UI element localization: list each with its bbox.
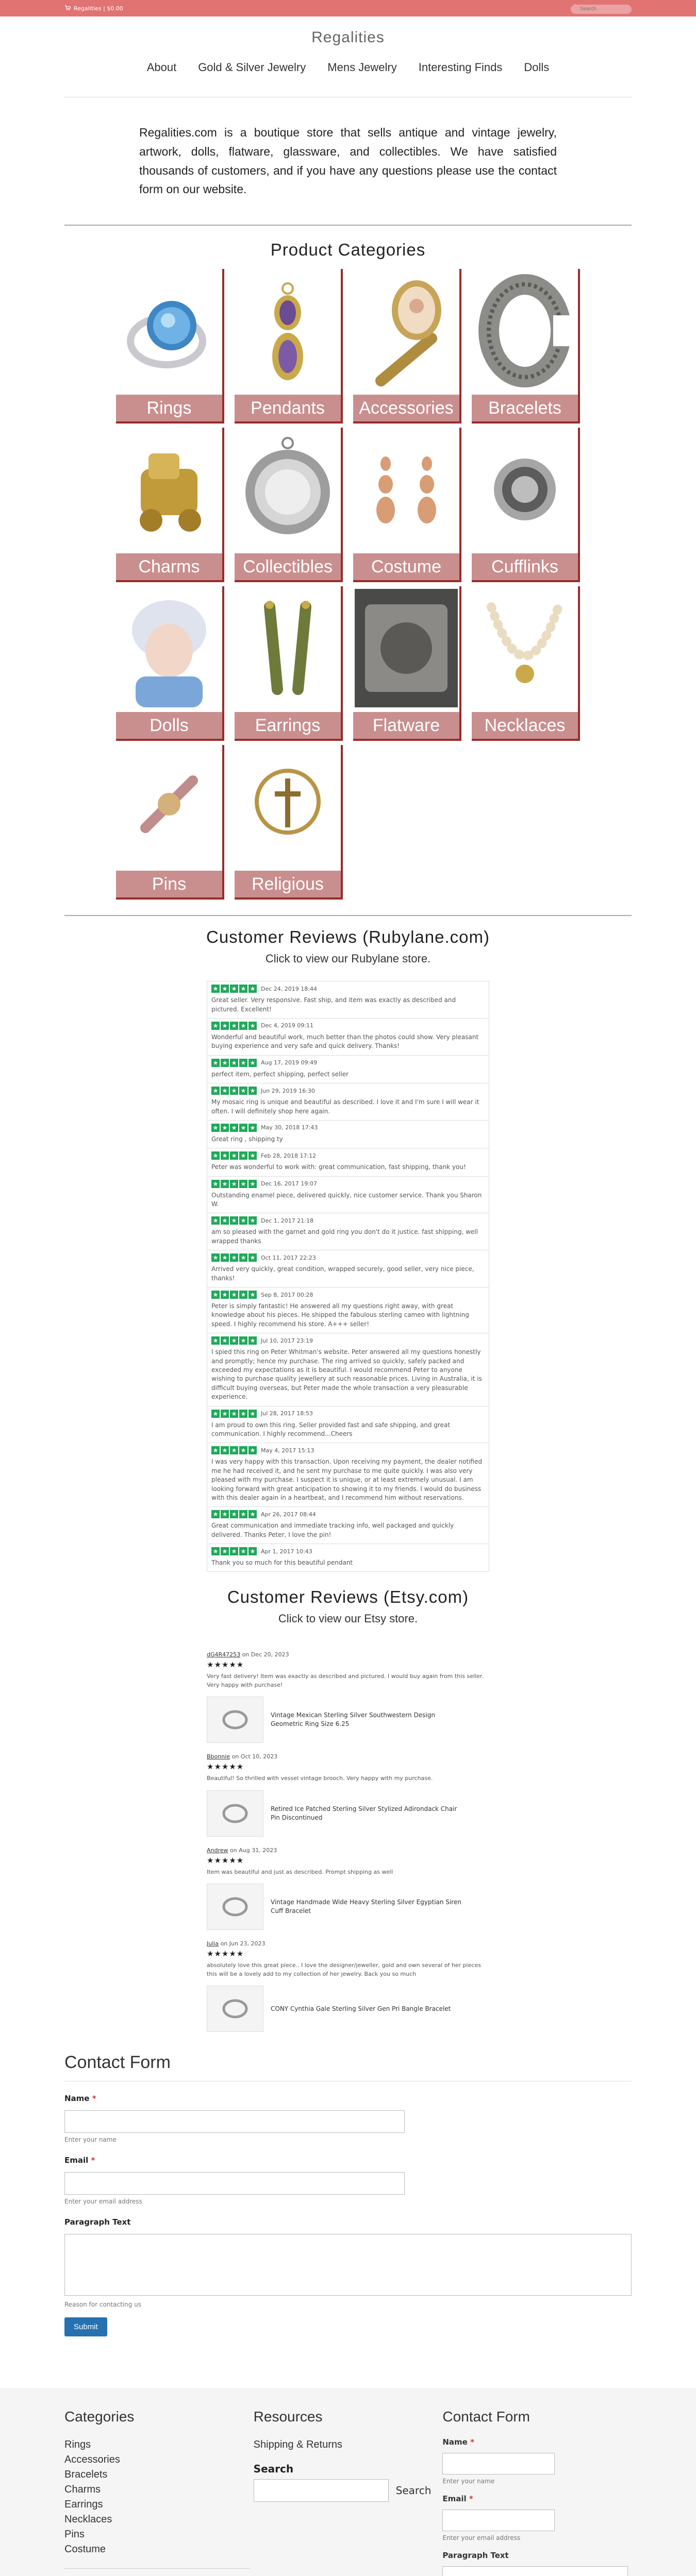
review-text: Item was beautiful and just as described. Prompt shipping as well (207, 1868, 393, 1875)
review-date: on Aug 31, 2023 (230, 1846, 277, 1854)
star-icon: ★ (248, 1410, 257, 1418)
cart-summary[interactable]: Regalities | $0.00 (74, 5, 123, 12)
star-icon: ★ (211, 1216, 220, 1225)
category-card-bracelets[interactable] (472, 269, 580, 423)
etsy-review-item (207, 1847, 489, 1930)
reviewer-line (207, 1940, 489, 1947)
review-text: Great communication and immediate tracking info, well packaged and quickly delivered. Thanks Peter, I love the pin! (211, 1522, 454, 1538)
footer-contact (442, 2409, 632, 2576)
product-thumbnail[interactable] (207, 1790, 263, 1837)
star-icon: ★ (221, 1087, 229, 1095)
star-icon: ★ (221, 1124, 229, 1132)
top-bar (0, 0, 696, 16)
category-card-dolls[interactable] (116, 586, 224, 741)
category-card-cufflinks[interactable] (472, 428, 580, 582)
review-text: am so pleased with the garnet and gold ring you don't do it justice. fast shipping, well wrapped thanks (211, 1228, 478, 1245)
footer-link[interactable]: Accessories (64, 2454, 120, 2466)
star-icon: ★ (230, 1510, 238, 1518)
star-icon: ★ (230, 1151, 238, 1160)
product-name[interactable]: CONY Cynthia Gale Sterling Silver Gen Pri Bangle Bracelet (271, 2005, 451, 2012)
star-icon: ★ (211, 1180, 220, 1188)
star-icon: ★ (211, 1022, 220, 1030)
review-date: May 30, 2018 17:43 (261, 1124, 318, 1131)
star-rating (211, 1410, 257, 1418)
star-icon: ★ (248, 1510, 257, 1518)
review-item (207, 1056, 489, 1083)
email-input[interactable] (64, 2172, 405, 2195)
footer-name-input[interactable] (442, 2453, 555, 2475)
footer-categories-heading: Categories (64, 2409, 135, 2425)
review-item (207, 1507, 489, 1544)
category-card-earrings[interactable] (235, 586, 343, 741)
review-text: Arrived very quickly, great condition, wrapped securely, good seller, very nice piece, thanks! (211, 1265, 474, 1282)
review-item (207, 1083, 489, 1121)
category-label: Necklaces (472, 712, 578, 739)
cart-icon[interactable] (64, 5, 71, 12)
star-rating: ★★★★★ (207, 1660, 244, 1670)
nav-gold-silver-jewelry[interactable]: Gold & Silver Jewelry (198, 61, 306, 74)
star-icon: ★ (221, 1547, 229, 1555)
star-icon: ★ (211, 1087, 220, 1095)
footer-link[interactable]: Necklaces (64, 2514, 112, 2526)
review-text: I am proud to own this ring. Seller provided fast and safe shipping, and great communication. I highly recommend...Cheers (211, 1421, 450, 1437)
review-item (207, 1443, 489, 1507)
star-icon: ★ (248, 1547, 257, 1555)
review-date: Sep 8, 2017 00:28 (261, 1291, 313, 1298)
review-text: Wonderful and beautiful work, much better than the photos could show. Very pleasant buying experience and very safe and quick delivery. Thanks! (211, 1033, 479, 1050)
reviewer-name[interactable]: Julia (207, 1940, 219, 1947)
review-date: Jul 28, 2017 18:53 (261, 1410, 313, 1417)
footer-search (254, 2479, 443, 2502)
star-rating: ★★★★★ (207, 1762, 244, 1772)
star-icon: ★ (230, 1336, 238, 1345)
review-text: perfect item, perfect shipping, perfect seller (211, 1070, 349, 1078)
review-date: Dec 24, 2019 18:44 (261, 985, 317, 992)
review-text: Very fast delivery! Item was exactly as described and pictured. I would buy again from this seller. Very happy with purchase! (207, 1673, 484, 1688)
star-icon: ★ (221, 1336, 229, 1345)
footer-email-field (442, 2494, 632, 2541)
etsy-review-item (207, 1651, 489, 1743)
review-date: Dec 1, 2017 21:18 (261, 1217, 313, 1224)
star-icon: ★ (239, 1510, 247, 1518)
footer-paragraph-input[interactable] (442, 2566, 628, 2576)
category-label: Collectibles (235, 553, 341, 580)
flatware-image (353, 586, 459, 710)
email-label: Email * (64, 2156, 95, 2165)
category-label: Costume (353, 553, 459, 580)
review-date: Apr 26, 2017 08:44 (261, 1511, 316, 1518)
footer-contact-heading: Contact Form (442, 2409, 530, 2425)
star-icon: ★ (211, 1446, 220, 1454)
star-icon: ★ (211, 1059, 220, 1067)
category-label: Rings (116, 395, 222, 421)
category-card-religious[interactable] (235, 745, 343, 900)
review-text: Peter was wonderful to work with: great communication, fast shipping, thank you! (211, 1163, 466, 1171)
category-card-flatware[interactable] (353, 586, 461, 741)
product-thumbnail[interactable] (207, 1884, 263, 1930)
category-label: Flatware (353, 712, 459, 739)
topbar-search-input[interactable] (571, 5, 632, 14)
star-icon: ★ (221, 1059, 229, 1067)
footer-paragraph-label: Paragraph Text (442, 2551, 509, 2561)
intro-divider (64, 225, 632, 226)
ring-image (116, 269, 222, 393)
category-card-charms[interactable] (116, 428, 224, 582)
star-icon: ★ (239, 1547, 247, 1555)
paragraph-field (64, 2217, 632, 2308)
star-icon: ★ (248, 1124, 257, 1132)
product-name[interactable]: Retired Ice Patched Sterling Silver Stylized Adirondack Chair Pin Discontinued (271, 1805, 457, 1821)
star-icon: ★ (248, 1087, 257, 1095)
star-rating (211, 1547, 257, 1555)
footer-link[interactable]: Charms (64, 2484, 101, 2496)
star-icon: ★ (248, 1253, 257, 1262)
star-icon: ★ (230, 1180, 238, 1188)
star-icon: ★ (239, 1336, 247, 1345)
footer-search-label: Search (253, 2463, 294, 2476)
etsy-reviews (207, 1651, 489, 2032)
star-icon: ★ (211, 1253, 220, 1262)
review-text: Outstanding enamel piece, delivered quickly, nice customer service. Thank you Sharon W. (211, 1191, 482, 1208)
review-date: Dec 16, 2017 19:07 (261, 1180, 317, 1188)
star-rating (211, 1253, 257, 1262)
category-label: Religious (235, 871, 341, 897)
review-date: Apr 1, 2017 10:43 (261, 1548, 312, 1555)
star-rating (211, 1022, 257, 1030)
star-icon: ★ (239, 1059, 247, 1067)
star-icon: ★ (239, 1022, 247, 1030)
star-icon: ★ (230, 1547, 238, 1555)
category-label: Charms (116, 553, 222, 580)
star-icon: ★ (230, 1087, 238, 1095)
topbar-search (571, 3, 632, 14)
star-rating (211, 1180, 257, 1188)
star-icon: ★ (221, 985, 229, 993)
pin-image (116, 745, 222, 869)
submit-button[interactable]: Submit (64, 2317, 107, 2336)
star-icon: ★ (239, 1087, 247, 1095)
footer-link[interactable]: Pins (64, 2529, 85, 2540)
star-icon: ★ (248, 1336, 257, 1345)
review-date: on Jun 23, 2023 (220, 1940, 266, 1947)
product-thumbnail[interactable] (207, 1986, 263, 2032)
category-label: Bracelets (472, 395, 578, 421)
star-rating (211, 1510, 257, 1518)
reviewer-name[interactable]: Bbonnie (207, 1753, 230, 1760)
review-text: Great seller. Very responsive. Fast ship, and item was exactly as described and pictured. Excellent! (211, 996, 456, 1013)
category-label: Earrings (235, 712, 341, 739)
category-card-necklaces[interactable] (472, 586, 580, 741)
doll-image (116, 586, 222, 710)
name-help: Enter your name (64, 2136, 117, 2144)
star-icon: ★ (239, 1151, 247, 1160)
star-icon: ★ (221, 1180, 229, 1188)
review-date: on Oct 10, 2023 (231, 1753, 278, 1760)
review-text: My mosaic ring is unique and beautiful as described. I love it and I'm sure I will wear it often. I will definitely shop here again. (211, 1098, 479, 1115)
footer-link[interactable]: Rings (64, 2439, 91, 2451)
category-card-rings[interactable] (116, 269, 224, 423)
review-item (207, 1544, 489, 1571)
star-rating (211, 985, 257, 993)
earring-image (235, 586, 341, 710)
footer-link[interactable]: Earrings (64, 2499, 103, 2511)
religious-image (235, 745, 341, 869)
star-icon: ★ (221, 1510, 229, 1518)
nav-mens-jewelry[interactable]: Mens Jewelry (327, 61, 397, 74)
review-text: absolutely love this great piece.. I love the designer/jeweller, gold and own several of her pieces this will be a lovely add to my collection of her jewelry. Back you so much (207, 1962, 481, 1977)
reviewed-product[interactable] (207, 1790, 489, 1837)
star-icon: ★ (248, 1291, 257, 1299)
email-help: Enter your email address (64, 2198, 142, 2206)
product-thumbnail[interactable] (207, 1697, 263, 1743)
footer-categories (64, 2409, 254, 2576)
star-icon: ★ (239, 1410, 247, 1418)
categories-heading: Product Categories (270, 240, 426, 260)
category-card-pins[interactable] (116, 745, 224, 900)
pendant-image (235, 269, 341, 393)
review-item (207, 1148, 489, 1176)
costume-image (353, 428, 459, 551)
footer-search-button[interactable]: Search (395, 2484, 432, 2497)
footer-link-shipping[interactable]: Shipping & Returns (253, 2439, 342, 2451)
footer-resources (254, 2409, 443, 2576)
star-rating (211, 1087, 257, 1095)
reviewer-name[interactable]: Andrew (207, 1846, 228, 1854)
nav-dolls[interactable]: Dolls (524, 61, 550, 74)
review-date: May 4, 2017 15:13 (261, 1447, 314, 1454)
reviewer-line (207, 1847, 489, 1854)
star-icon: ★ (248, 1059, 257, 1067)
review-date: Dec 4, 2019 09:11 (261, 1022, 313, 1029)
footer (0, 2388, 696, 2576)
rubylane-heading: Customer Reviews (Rubylane.com) (206, 927, 490, 947)
nav-about[interactable]: About (146, 61, 177, 74)
review-text: I spied this ring on Peter Whitman's website. Peter answered all my questions honestly and promptly; hence my purchase. The ring arrived so quickly, safely packed and exceeded my expectations as it is beautiful. I would recommend Peter to anyone wishing to purchase quality jewellery at such reasonable prices. Living in Australia, it is difficult buying overseas, but Peter made the whole transaction a very pleasurable experience. (211, 1348, 482, 1401)
star-icon: ★ (221, 1253, 229, 1262)
bracelet-image (472, 269, 578, 393)
star-icon: ★ (230, 1291, 238, 1299)
star-rating: ★★★★★ (207, 1949, 244, 1959)
review-item (207, 1213, 489, 1250)
star-rating: ★★★★★ (207, 1855, 244, 1865)
star-icon: ★ (239, 1291, 247, 1299)
review-date: on Dec 20, 2023 (242, 1651, 289, 1658)
footer-name-field (442, 2437, 632, 2485)
contact-section (64, 2053, 632, 2336)
category-label: Cufflinks (472, 553, 578, 580)
intro-text: Regalities.com is a boutique store that sells antique and vintage jewelry, artwork, dolls, flatware, glassware, and collectibles. We have satisfied thousands of customers, and if you have any questions please use the contact form on our website. (139, 126, 557, 196)
reviewer-line (207, 1753, 489, 1760)
star-icon: ★ (248, 1180, 257, 1188)
main-nav (0, 61, 696, 97)
product-name[interactable]: Vintage Handmade Wide Heavy Sterling Silver Egyptian Siren Cuff Bracelet (271, 1899, 461, 1915)
site-title[interactable]: Regalities (311, 29, 385, 46)
star-icon: ★ (230, 1253, 238, 1262)
paragraph-input[interactable] (64, 2234, 632, 2296)
review-item (207, 1121, 489, 1148)
star-icon: ★ (230, 1410, 238, 1418)
review-item (207, 1333, 489, 1406)
star-icon: ★ (211, 1547, 220, 1555)
star-icon: ★ (211, 1291, 220, 1299)
paragraph-help: Reason for contacting us (64, 2301, 141, 2309)
etsy-review-item (207, 1940, 489, 2032)
footer-resources-heading: Resources (253, 2409, 323, 2425)
review-date: Feb 28, 2018 17:12 (261, 1152, 317, 1159)
reviewer-line (207, 1651, 489, 1658)
star-icon: ★ (211, 1336, 220, 1345)
category-grid (116, 269, 580, 900)
star-icon: ★ (230, 1216, 238, 1225)
star-icon: ★ (221, 1291, 229, 1299)
star-icon: ★ (239, 1446, 247, 1454)
footer-divider (64, 2568, 250, 2569)
reviewed-product[interactable] (207, 1697, 489, 1743)
footer-paragraph-field (442, 2551, 632, 2576)
accessory-image (353, 269, 459, 393)
footer-search-input[interactable] (254, 2479, 389, 2502)
footer-email-input[interactable] (442, 2510, 555, 2531)
nav-interesting-finds[interactable]: Interesting Finds (418, 61, 503, 74)
reviewed-product[interactable] (207, 1884, 489, 1930)
star-icon: ★ (230, 1124, 238, 1132)
star-icon: ★ (230, 985, 238, 993)
star-rating (211, 1291, 257, 1299)
star-icon: ★ (221, 1216, 229, 1225)
star-icon: ★ (211, 1410, 220, 1418)
star-icon: ★ (221, 1022, 229, 1030)
star-rating (211, 1336, 257, 1345)
star-icon: ★ (211, 985, 220, 993)
cufflink-image (472, 428, 578, 551)
star-icon: ★ (221, 1151, 229, 1160)
footer-email-label: Email * (442, 2494, 473, 2504)
name-input[interactable] (64, 2110, 405, 2133)
star-icon: ★ (211, 1151, 220, 1160)
review-text: Beautiful! So thrilled with vessel vintage brooch. Very happy with my purchase. (207, 1775, 433, 1782)
review-text: I was very happy with this transaction. Upon receiving my payment, the dealer notified me he had received it, and he sent my purchase to me quite quickly. I was also very pleased with my purchase. I suspect it is unique, or at least extremely unusual. I am looking forward with great anticipation to showing it to my friends. I would do business with this dealer again in a heartbeat, and I recommend him without reservations. (211, 1458, 482, 1501)
category-label: Pendants (235, 395, 341, 421)
necklace-image (472, 586, 578, 710)
etsy-review-item (207, 1753, 489, 1837)
review-date: Jun 29, 2019 16:30 (261, 1087, 315, 1094)
review-text: Great ring , shipping ty (211, 1135, 283, 1143)
star-icon: ★ (239, 1253, 247, 1262)
star-icon: ★ (230, 1022, 238, 1030)
reviewed-product[interactable] (207, 1986, 489, 2032)
star-icon: ★ (211, 1510, 220, 1518)
review-item (207, 981, 489, 1019)
review-item (207, 1019, 489, 1056)
review-date: Oct 11, 2017 22:23 (261, 1254, 316, 1261)
star-icon: ★ (248, 985, 257, 993)
name-label: Name * (64, 2094, 96, 2104)
contact-heading: Contact Form (64, 2053, 632, 2081)
star-icon: ★ (248, 1446, 257, 1454)
star-icon: ★ (230, 1059, 238, 1067)
footer-link[interactable]: Costume (64, 2544, 106, 2555)
category-card-pendants[interactable] (235, 269, 343, 423)
topbar-left (64, 5, 123, 12)
review-item (207, 1250, 489, 1287)
star-icon: ★ (248, 1022, 257, 1030)
star-icon: ★ (230, 1446, 238, 1454)
charm-image (116, 428, 222, 551)
star-icon: ★ (221, 1446, 229, 1454)
category-card-accessories[interactable] (353, 269, 461, 423)
star-icon: ★ (239, 1216, 247, 1225)
review-date: Jul 10, 2017 23:19 (261, 1337, 313, 1344)
collectible-image (235, 428, 341, 551)
etsy-heading: Customer Reviews (Etsy.com) (227, 1587, 469, 1607)
product-name[interactable]: Vintage Mexican Sterling Silver Southwestern Design Geometric Ring Size 6.25 (271, 1711, 435, 1728)
category-label: Accessories (353, 395, 459, 421)
star-rating (211, 1124, 257, 1132)
review-text: Thank you so much for this beautiful pendant (211, 1559, 353, 1567)
review-item (207, 1287, 489, 1333)
star-rating (211, 1216, 257, 1225)
review-item (207, 1177, 489, 1214)
star-icon: ★ (221, 1410, 229, 1418)
star-icon: ★ (248, 1216, 257, 1225)
star-icon: ★ (211, 1124, 220, 1132)
etsy-store-link[interactable]: Click to view our Etsy store. (278, 1612, 418, 1625)
name-field (64, 2094, 632, 2143)
star-icon: ★ (248, 1151, 257, 1160)
rubylane-reviews (207, 981, 489, 1572)
review-text: Peter is simply fantastic! He answered all my questions right away, with great knowledge about his pieces. He shipped the fabulous sterling cameo with lightning speed. I highly recommend his store. A+++ seller! (211, 1302, 469, 1328)
categories-divider (64, 915, 632, 916)
email-field (64, 2156, 632, 2205)
topbar-right (571, 3, 632, 14)
star-icon: ★ (239, 1180, 247, 1188)
category-label: Dolls (116, 712, 222, 739)
star-icon: ★ (239, 985, 247, 993)
star-rating (211, 1446, 257, 1454)
footer-name-label: Name * (442, 2437, 474, 2447)
footer-name-help: Enter your name (442, 2478, 495, 2485)
paragraph-label: Paragraph Text (64, 2217, 131, 2227)
footer-email-help: Enter your email address (442, 2534, 521, 2542)
review-item (207, 1406, 489, 1444)
reviewer-name[interactable]: dG4R47253 (207, 1651, 241, 1658)
star-rating (211, 1151, 257, 1160)
category-label: Pins (116, 871, 222, 897)
category-card-costume[interactable] (353, 428, 461, 582)
review-date: Aug 17, 2019 09:49 (261, 1059, 318, 1066)
rubylane-store-link[interactable]: Click to view our Rubylane store. (265, 952, 431, 965)
star-icon: ★ (239, 1124, 247, 1132)
footer-link[interactable]: Bracelets (64, 2469, 108, 2481)
category-card-collectibles[interactable] (235, 428, 343, 582)
star-rating (211, 1059, 257, 1067)
